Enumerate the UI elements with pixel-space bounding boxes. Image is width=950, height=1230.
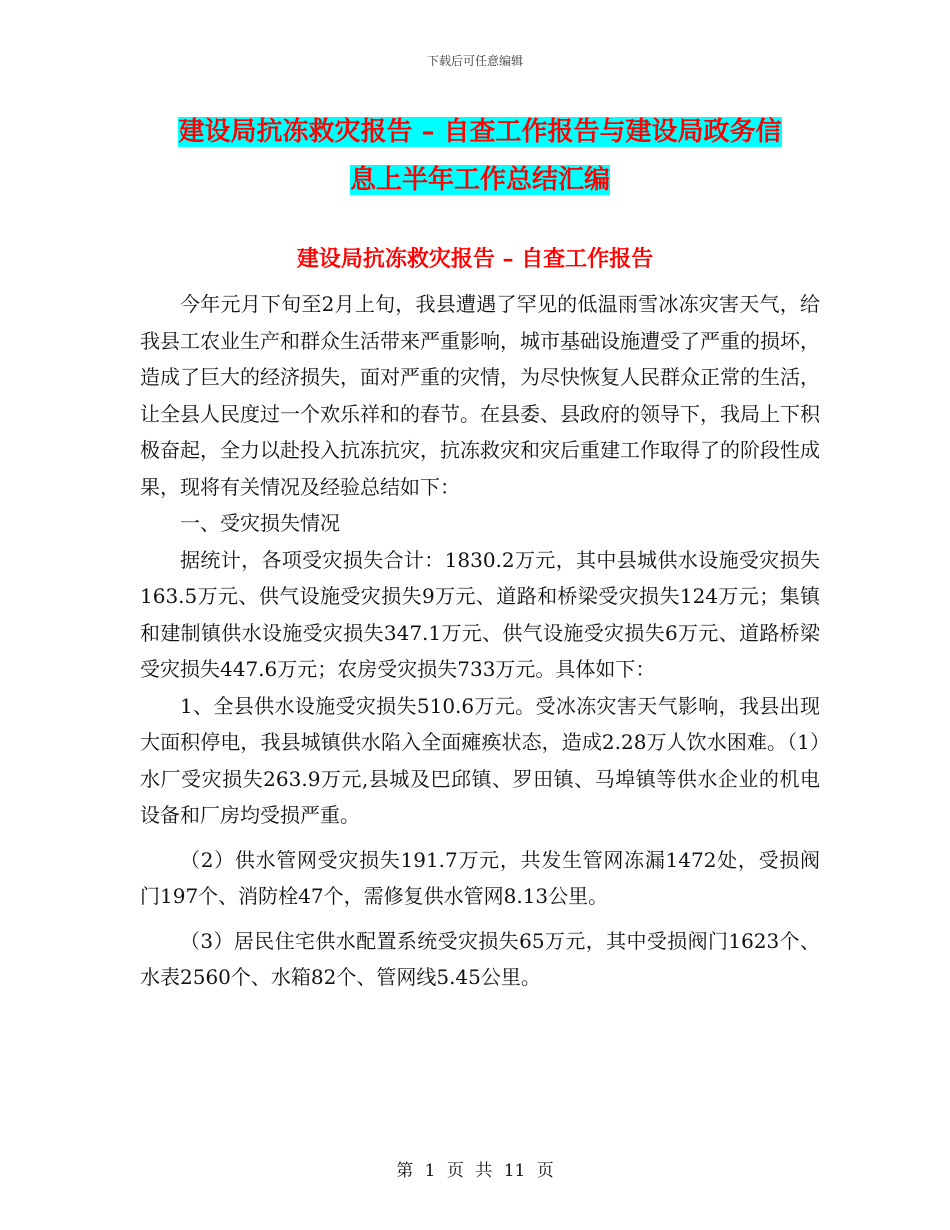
title-line-1: 建设局抗冻救灾报告 – 自查工作报告与建设局政务信 <box>178 117 782 147</box>
header-note: 下载后可任意编辑 <box>426 54 523 68</box>
paragraph-residential-supply: （3）居民住宅供水配置系统受灾损失65万元，其中受损阀门1623个、水表2560个、水箱82个、管网线5.45公里。 <box>140 928 820 989</box>
heading-loss-situation: 一、受灾损失情况 <box>180 511 340 535</box>
document-title <box>140 108 820 204</box>
paragraph-statistics: 据统计，各项受灾损失合计：1830.2万元，其中县城供水设施受灾损失163.5万元、供气设施受灾损失9万元、道路和桥梁受灾损失124万元；集镇和建制镇供水设施受灾损失347.1万元、供气设施受灾损失6万元、道路桥梁受灾损失447.6万元；农房受灾损失733万元。具体如下： <box>140 547 820 681</box>
section-title: 建设局抗冻救灾报告 – 自查工作报告 <box>296 246 654 272</box>
paragraph-pipe-network: （2）供水管网受灾损失191.7万元，共发生管网冻漏1472处，受损阀门197个、消防栓47个，需修复供水管网8.13公里。 <box>140 847 820 908</box>
paragraph-intro: 今年元月下旬至2月上旬，我县遭遇了罕见的低温雨雪冰冻灾害天气，给我县工农业生产和群众生活带来严重影响，城市基础设施遭受了严重的损坏，造成了巨大的经济损失，面对严重的灾情，为尽快恢复人民群众正常的生活，让全县人民度过一个欢乐祥和的春节。在县委、县政府的领导下，我局上下积极奋起，全力以赴投入抗冻抗灾，抗冻救灾和灾后重建工作取得了的阶段性成果，现将有关情况及经验总结如下： <box>140 292 820 499</box>
title-line-2: 息上半年工作总结汇编 <box>349 165 610 195</box>
page-footer: 第 1 页 共 11 页 <box>396 1161 554 1181</box>
paragraph-water-supply: 1、全县供水设施受灾损失510.6万元。受冰冻灾害天气影响，我县出现大面积停电，我县城镇供水陷入全面瘫痪状态，造成2.28万人饮水困难。（1）水厂受灾损失263.9万元,县城及巴邱镇、罗田镇、马埠镇等供水企业的机电设备和厂房均受损严重。 <box>140 693 820 827</box>
document-body <box>140 286 820 996</box>
